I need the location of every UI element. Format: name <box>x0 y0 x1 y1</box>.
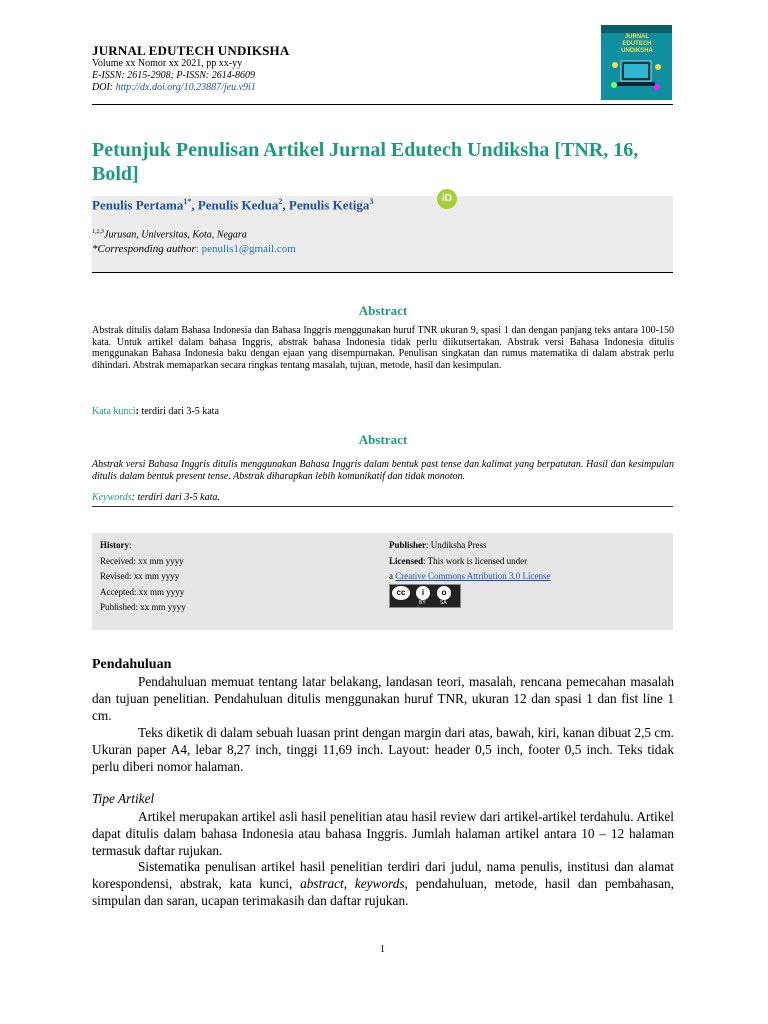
header-rule <box>92 104 673 105</box>
history-block <box>100 538 186 616</box>
corresponding-author <box>92 243 296 255</box>
publisher-label: Publisher <box>389 540 427 550</box>
author-1: Penulis Pertama <box>92 197 184 213</box>
author-1-sup: 1* <box>183 197 192 206</box>
by-icon: i <box>416 586 430 600</box>
keywords-en-colon: : <box>131 492 135 503</box>
author-list <box>92 197 373 213</box>
cc-by-sa-badge[interactable] <box>389 584 461 608</box>
cc-icon: cc <box>392 586 410 600</box>
author-sep: , <box>282 197 289 213</box>
cover-title: JURNAL EDUTECH UNDIKSHA <box>621 34 653 54</box>
cover-band <box>601 25 672 33</box>
abstract-heading-en: Abstract <box>358 432 408 447</box>
author-2: Penulis Kedua <box>197 197 279 213</box>
licensed-line <box>389 554 550 570</box>
article-title: Petunjuk Penulisan Artikel Jurnal Edutech Undiksha [TNR, 16, Bold] <box>92 139 639 185</box>
author-3-sup: 3 <box>369 197 374 206</box>
paragraph-1 <box>92 673 674 724</box>
journal-cover-image <box>601 25 672 100</box>
keywords-id <box>92 406 219 417</box>
paragraph-3-text: Artikel merupakan artikel asli hasil penelitian atau hasil review dari artikel-artikel terdahulu. Artikel dapat ditulis dalam bahasa Indonesia atau bahasa Inggris. Jumlah halaman artikel antara 10 – 12 halaman termasuk daftar rujukan. <box>92 809 674 858</box>
orcid-icon[interactable]: iD <box>437 189 457 209</box>
keywords-en-text: terdiri dari 3-5 kata. <box>134 492 220 503</box>
history-colon: : <box>129 540 132 550</box>
corresponding-colon: : <box>195 243 202 255</box>
author-rule <box>92 272 673 273</box>
publisher-line <box>389 538 550 554</box>
publisher-value: : Undiksha Press <box>426 540 487 550</box>
paragraph-4-emphasis: abstract, keywords, <box>300 876 408 891</box>
section-heading: Pendahuluan <box>92 657 172 672</box>
paragraph-1-text: Pendahuluan memuat tentang latar belakang, landasan teori, masalah, rencana pemecahan masalah dan tujuan penelitian. Pendahuluan ditulis menggunakan huruf TNR, ukuran 12 dan spasi 1 dan fist line 1 cm. <box>92 674 674 723</box>
by-label: BY <box>419 600 426 606</box>
history-label: History <box>100 540 129 550</box>
history-accepted: Accepted: xx mm yyyy <box>100 586 185 597</box>
paragraph-4 <box>92 858 674 909</box>
author-3: Penulis Ketiga <box>288 197 370 213</box>
license-article: a <box>389 571 396 581</box>
abstract-heading-id: Abstract <box>358 303 408 318</box>
affiliation-text: Jurusan, Universitas, Kota, Negara <box>104 229 247 241</box>
abstract-text-id: Abstrak ditulis dalam Bahasa Indonesia dan Bahasa Inggris menggunakan huruf TNR ukuran 9, spasi 1 dan dengan panjang teks antara 100-150 kata. Untuk artikel dalam bahasa Inggris, abstrak bahasa Indonesia tidak perlu diikutsertakan. Abstrak versi Bahasa Indonesia ditulis menggunakan Bahasa Indonesia baku dengan ejaan yang disempurnakan. Penulisan singkatan dan rumus matematika di dalam abstrak perlu dihindari. Abstrak memaparkan secara ringkas tentang masalah, tujuan, metode, hasil dan kesimpulan. <box>92 325 674 371</box>
affiliation-sup: 1,2,3 <box>92 229 104 235</box>
licensed-value: : This work is licensed under <box>423 555 528 566</box>
keywords-id-label: Kata kunci <box>92 406 136 417</box>
paragraph-4-text-b: pendahuluan, metode, hasil dan pembahasan, simpulan dan saran, ucapan terimakasih dan daftar rujukan. <box>92 876 675 908</box>
paragraph-2-text: Teks diketik di dalam sebuah luasan print dengan margin dari atas, bawah, kiri, kanan dibuat 2,5 cm. Ukuran paper A4, lebar 8,27 inch, tinggi 11,69 inch. Layout: header 0,5 inch, footer 0,5 inch. Teks tidak perlu diberi nomor halaman. <box>92 725 674 774</box>
journal-doi <box>92 82 256 94</box>
history-received: Received: xx mm yyyy <box>100 555 184 566</box>
paragraph-2 <box>92 724 674 775</box>
doi-link[interactable]: http://dx.doi.org/10.23887/jeu.v9i1 <box>115 82 256 93</box>
paragraph-4-text-a: Sistematika penulisan artikel hasil penelitian terdiri dari judul, nama penulis, institusi dan alamat korespondensi, abstrak, kata kunci, <box>92 859 674 891</box>
keywords-id-colon: : <box>135 406 139 417</box>
author-2-sup: 2 <box>278 197 283 206</box>
paragraph-3 <box>92 808 674 859</box>
affiliation <box>92 229 247 240</box>
doi-label: DOI: <box>92 82 114 93</box>
publisher-block <box>389 538 550 585</box>
sa-icon: o <box>437 586 451 600</box>
corresponding-label: *Corresponding author <box>92 243 196 255</box>
license-link[interactable]: Creative Commons Attribution 3.0 License <box>395 571 551 581</box>
keywords-en <box>92 492 220 503</box>
author-sep: , <box>191 197 198 213</box>
sa-label: SA <box>440 600 447 606</box>
abstract-rule <box>92 506 673 507</box>
keywords-en-label: Keywords <box>92 492 132 503</box>
journal-volume: Volume xx Nomor xx 2021, pp xx-yy <box>92 58 243 69</box>
subsection-heading: Tipe Artikel <box>92 791 155 806</box>
history-revised: Revised: xx mm yyyy <box>100 571 180 581</box>
journal-issn: E-ISSN: 2615-2908; P-ISSN: 2614-8609 <box>92 70 256 81</box>
history-heading <box>100 538 186 554</box>
history-published: Published: xx mm yyyy <box>100 602 186 612</box>
abstract-text-en: Abstrak versi Bahasa Inggris ditulis menggunakan Bahasa Inggris dalam bentuk past tense dan kalimat yang berpatutan. Hasil dan kesimpulan ditulis dalam bentuk present tense. Abstrak diharapkan lebih komunikatif dan tidak monoton. <box>92 459 674 482</box>
corresponding-email[interactable]: penulis1@gmail.com <box>201 243 296 255</box>
licensed-label: Licensed <box>389 555 424 566</box>
cover-illustration <box>609 55 664 95</box>
keywords-id-text: terdiri dari 3-5 kata <box>138 406 219 417</box>
license-line <box>389 569 550 585</box>
page-number: 1 <box>380 944 385 955</box>
journal-name: JURNAL EDUTECH UNDIKSHA <box>92 43 290 58</box>
